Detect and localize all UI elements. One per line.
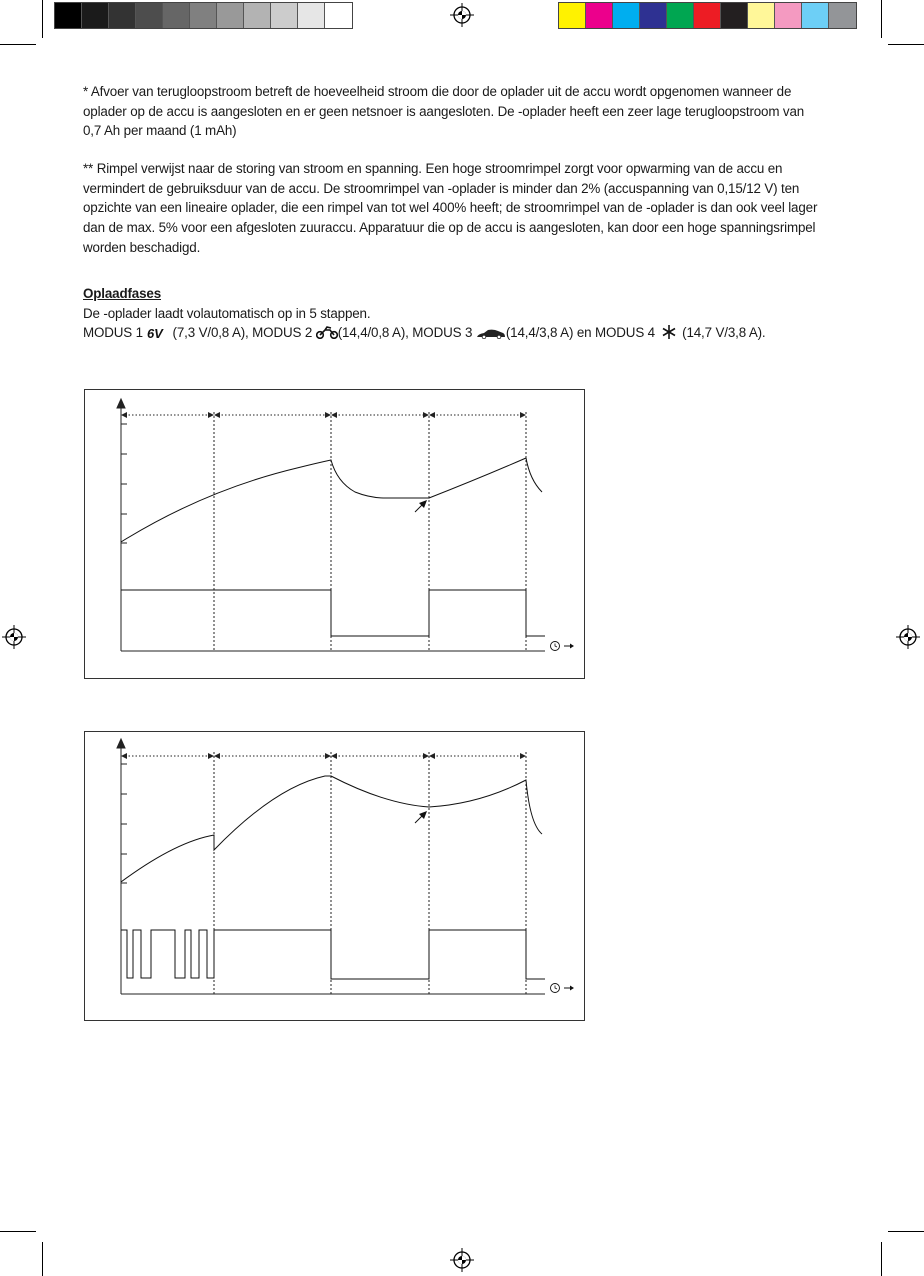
color-swatch xyxy=(775,3,802,28)
mode-1-label: MODUS 1 xyxy=(83,325,143,341)
car-icon xyxy=(476,329,506,339)
y-axis-arrow-icon xyxy=(117,399,125,408)
color-swatch xyxy=(136,3,163,28)
color-swatch xyxy=(721,3,748,28)
mode-4-label: MODUS 4 xyxy=(595,325,655,341)
mode-2-value: (14,4/0,8 A), xyxy=(337,325,413,341)
motorcycle-icon xyxy=(316,326,338,339)
chart-1-svg xyxy=(85,390,586,680)
color-swatch xyxy=(748,3,775,28)
registration-mark-icon xyxy=(450,1248,474,1272)
text-line: dan de max. 5% voor een afgesloten zuuraccu. Apparatuur die op de accu is aangesloten, kan door een hoge spanningsrimpel xyxy=(83,220,816,236)
current-curve xyxy=(121,590,545,636)
section-intro: De -oplader laadt volautomatisch op in 5 stappen. xyxy=(83,305,371,321)
crop-mark xyxy=(888,1231,924,1232)
color-swatch xyxy=(667,3,694,28)
color-swatch xyxy=(55,3,82,28)
text-line: * Afvoer van terugloopstroom betreft de hoeveelheid stroom die door de oplader uit de accu wordt opgenomen wanneer de xyxy=(83,84,792,99)
color-swatch xyxy=(559,3,586,28)
registration-mark-icon xyxy=(450,3,474,27)
footnote-backflow xyxy=(83,82,843,141)
chart-2-svg xyxy=(85,732,586,1022)
color-swatch xyxy=(190,3,217,28)
crop-mark xyxy=(0,44,36,45)
footnote-ripple xyxy=(83,159,843,258)
crop-mark xyxy=(881,1242,882,1276)
mode-3-label: MODUS 3 xyxy=(412,325,473,341)
text-line: oplader op de accu is aangesloten en er geen netsnoer is aangesloten. De -oplader heeft een zeer lage terugloopstroom van xyxy=(83,103,805,119)
current-curve xyxy=(121,930,545,979)
color-swatch xyxy=(109,3,136,28)
cmyk-color-bar xyxy=(558,2,857,29)
text-line: 0,7 Ah per maand (1 mAh) xyxy=(83,123,237,139)
crop-mark xyxy=(0,1231,36,1232)
mode-2-label: MODUS 2 xyxy=(252,325,313,341)
text-line: ** Rimpel verwijst naar de storing van stroom en spanning. Een hoge stroomrimpel zorgt voor opwarming van de accu en xyxy=(83,161,783,176)
color-swatch xyxy=(298,3,325,28)
color-swatch xyxy=(829,3,856,28)
crop-mark xyxy=(42,0,43,38)
grayscale-color-bar xyxy=(54,2,353,29)
color-swatch xyxy=(640,3,667,28)
crop-mark xyxy=(888,44,924,45)
mode-list xyxy=(83,323,843,343)
text-line: worden beschadigd. xyxy=(83,239,201,255)
mode-1-value: (7,3 V/0,8 A), xyxy=(172,325,253,341)
crop-mark xyxy=(42,1242,43,1276)
registration-mark-icon xyxy=(2,625,26,649)
color-swatch xyxy=(325,3,352,28)
color-swatch xyxy=(694,3,721,28)
clock-icon xyxy=(551,984,575,993)
text-line: opzichte van een lineaire oplader, die een rimpel van tot wel 400% heeft; de stroomrimpel van de -oplader is dan ook veel lager xyxy=(83,200,818,216)
clock-icon xyxy=(551,642,575,651)
charging-phases-chart-1 xyxy=(84,389,585,679)
registration-mark-icon xyxy=(896,625,920,649)
color-swatch xyxy=(586,3,613,28)
charging-phases-section xyxy=(83,284,843,343)
snowflake-icon xyxy=(659,325,679,339)
color-swatch xyxy=(244,3,271,28)
color-swatch xyxy=(802,3,829,28)
mode-3-value: (14,4/3,8 A) en xyxy=(505,325,596,341)
6v-icon-text: 6V xyxy=(146,327,163,340)
color-swatch xyxy=(613,3,640,28)
color-swatch xyxy=(271,3,298,28)
color-swatch xyxy=(217,3,244,28)
color-swatch xyxy=(163,3,190,28)
charging-phases-chart-2 xyxy=(84,731,585,1021)
text-line: vermindert de gebruiksduur van de accu. De stroomrimpel van -oplader is minder dan 2% (accuspanning van 0,15/12 V) ten xyxy=(83,180,800,196)
crop-mark xyxy=(881,0,882,38)
mode-4-value: (14,7 V/3,8 A). xyxy=(678,325,766,341)
6v-icon xyxy=(147,327,173,339)
color-swatch xyxy=(82,3,109,28)
section-heading: Oplaadfases xyxy=(83,286,161,301)
y-axis-arrow-icon xyxy=(117,739,125,748)
